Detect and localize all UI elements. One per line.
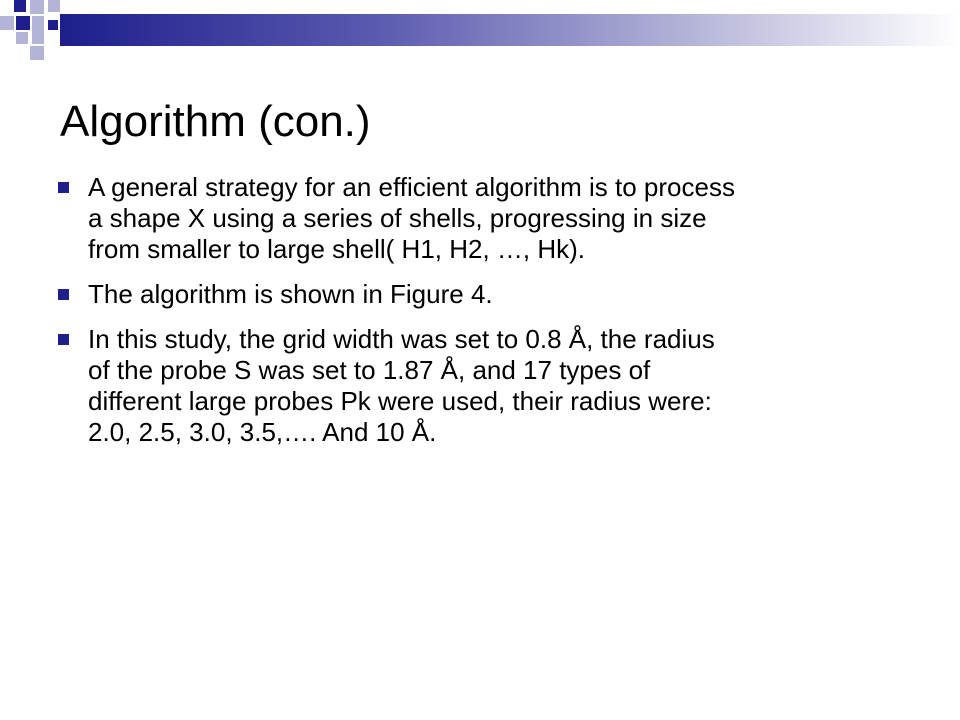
decor-square [14, 0, 26, 12]
decor-square [0, 16, 14, 30]
bullet-line: different large probes Pk were used, their radius were: [88, 386, 712, 416]
header-decoration [0, 0, 960, 60]
decor-square [32, 16, 44, 44]
decor-square [16, 16, 30, 30]
decor-square [48, 0, 60, 12]
bullet-line: a shape X using a series of shells, progressing in size [88, 203, 707, 233]
slide-title: Algorithm (con.) [60, 97, 371, 146]
bullet-item [58, 172, 898, 265]
bullet-line: The algorithm is shown in Figure 4. [88, 279, 493, 309]
bullet-list [58, 172, 898, 462]
bullet-line: 2.0, 2.5, 3.0, 3.5,…. And 10 Å. [88, 417, 437, 447]
decor-square [30, 46, 44, 60]
decor-square [48, 20, 58, 30]
bullet-line: A general strategy for an efficient algorithm is to process [88, 172, 735, 202]
bullet-line: In this study, the grid width was set to 0.8 Å, the radius [88, 324, 715, 354]
bullet-item [58, 324, 898, 448]
decor-square [16, 32, 28, 44]
decor-square [30, 0, 44, 14]
bullet-line: of the probe S was set to 1.87 Å, and 17 types of [88, 355, 651, 385]
header-gradient-bar [60, 14, 960, 46]
square-bullet-icon [58, 334, 69, 345]
square-bullet-icon [58, 289, 69, 300]
square-bullet-icon [58, 182, 69, 193]
bullet-item [58, 279, 898, 310]
bullet-line: from smaller to large shell( H1, H2, …, Hk). [88, 234, 586, 264]
